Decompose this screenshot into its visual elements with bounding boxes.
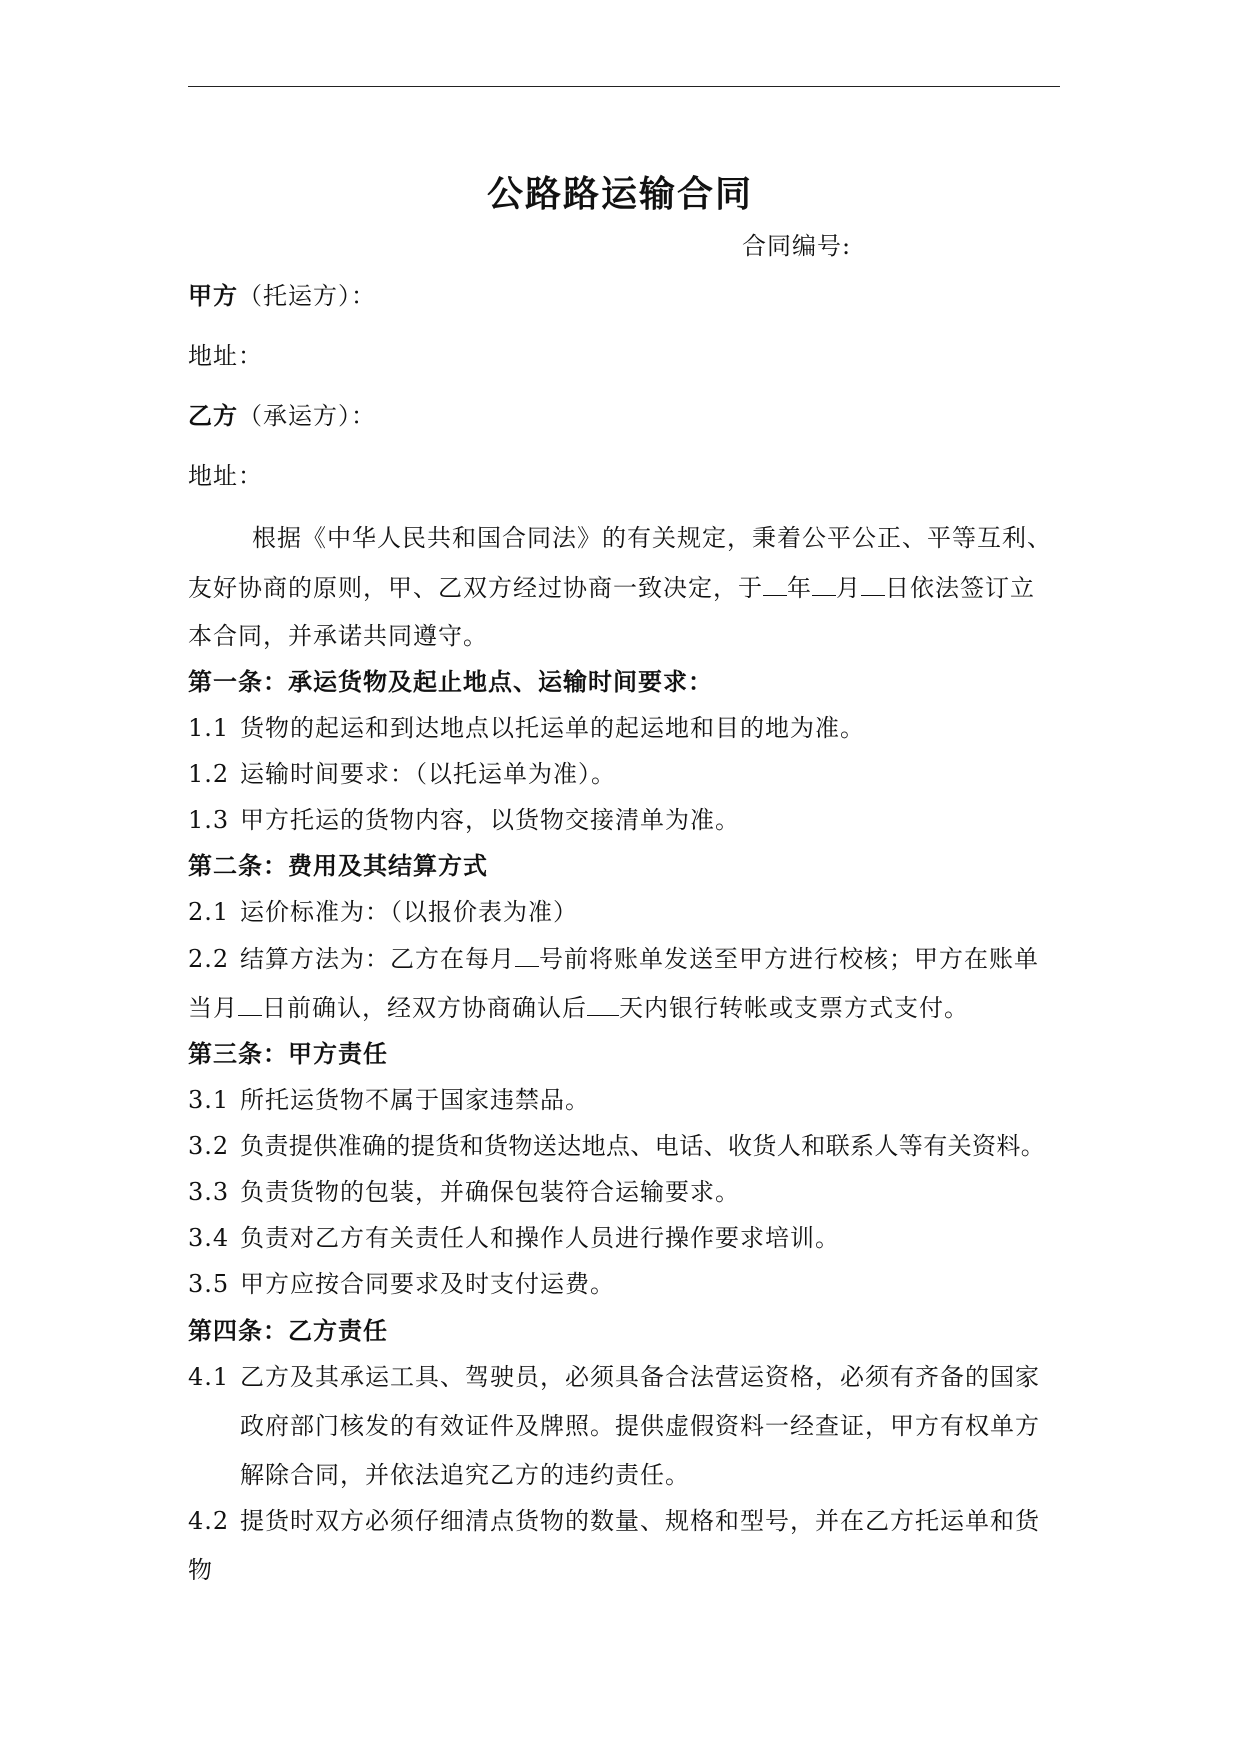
clause-text: 甲方托运的货物内容，以货物交接清单为准。 — [240, 806, 740, 834]
month-blank — [812, 571, 836, 596]
clause-text: 负责提供准确的提货和货物送达地点、电话、收货人和联系人等有关资料。 — [240, 1132, 1046, 1160]
billing-day-blank — [515, 942, 539, 967]
clause-number: 3.5 — [188, 1270, 230, 1298]
clause-number: 3.3 — [188, 1178, 230, 1206]
clause-text: 货物的起运和到达地点以托运单的起运地和目的地为准。 — [240, 714, 865, 742]
intro-line-1: 根据《中华人民共和国合同法》的有关规定，秉着公平公正、平等互利、 — [252, 524, 1052, 552]
clause-3-4 — [188, 1222, 840, 1254]
clause-number: 4.2 — [188, 1507, 230, 1535]
party-b-address-label: 地址： — [188, 462, 263, 490]
clause-number: 3.4 — [188, 1224, 230, 1252]
clause-3-5 — [188, 1268, 615, 1300]
header-rule — [188, 86, 1060, 87]
contract-number-label: 合同编号: — [742, 232, 852, 260]
clause-3-1 — [188, 1084, 590, 1116]
year-blank — [763, 571, 787, 596]
clause-1-1 — [188, 712, 865, 744]
clause-4-2-line-2: 物 — [188, 1556, 213, 1584]
clause-text: 当月 — [188, 994, 238, 1022]
clause-text: 日前确认，经双方协商确认后 — [262, 994, 587, 1022]
article-3-heading: 第三条：甲方责任 — [188, 1040, 388, 1068]
clause-1-3 — [188, 804, 740, 836]
intro-line-3: 本合同，并承诺共同遵守。 — [188, 622, 488, 650]
party-a-address-label: 地址： — [188, 342, 263, 370]
article-4-heading: 第四条：乙方责任 — [188, 1317, 388, 1345]
day-label: 日依法签订立 — [885, 574, 1035, 602]
clause-text: 所托运货物不属于国家违禁品。 — [240, 1086, 590, 1114]
document-title: 公路路运输合同 — [486, 174, 753, 215]
clause-1-2 — [188, 758, 616, 790]
intro-line-2 — [188, 571, 1035, 604]
clause-text: 天内银行转帐或支票方式支付。 — [619, 994, 969, 1022]
party-b-label: 乙方 — [188, 402, 238, 430]
clause-4-1-line-2: 政府部门核发的有效证件及牌照。提供虚假资料一经查证，甲方有权单方 — [240, 1412, 1040, 1440]
intro-text: 友好协商的原则，甲、乙双方经过协商一致决定，于 — [188, 574, 763, 602]
clause-text: 号前将账单发送至甲方进行校核；甲方在账单 — [539, 945, 1039, 973]
article-1-heading: 第一条：承运货物及起止地点、运输时间要求： — [188, 668, 713, 696]
party-a-label: 甲方 — [188, 282, 238, 310]
clause-3-3 — [188, 1176, 740, 1208]
year-label: 年 — [787, 574, 812, 602]
clause-text: 甲方应按合同要求及时支付运费。 — [240, 1270, 615, 1298]
clause-2-1 — [188, 896, 578, 928]
clause-text: 负责货物的包装，并确保包装符合运输要求。 — [240, 1178, 740, 1206]
party-b-line — [188, 400, 376, 432]
clause-number: 2.2 — [188, 945, 230, 973]
clause-number: 1.1 — [188, 714, 230, 742]
clause-4-1-line-1 — [188, 1361, 1040, 1393]
clause-2-2-line-2 — [188, 991, 969, 1024]
clause-number: 4.1 — [188, 1363, 230, 1391]
article-2-heading: 第二条：费用及其结算方式 — [188, 852, 488, 880]
clause-text: 结算方法为：乙方在每月 — [240, 945, 515, 973]
day-blank — [861, 571, 885, 596]
clause-3-2 — [188, 1130, 1045, 1162]
clause-text: 运价标准为：（以报价表为准） — [240, 898, 578, 926]
clause-number: 1.3 — [188, 806, 230, 834]
clause-number: 2.1 — [188, 898, 230, 926]
clause-4-1-line-3: 解除合同，并依法追究乙方的违约责任。 — [240, 1461, 690, 1489]
clause-number: 1.2 — [188, 760, 230, 788]
clause-text: 提货时双方必须仔细清点货物的数量、规格和型号，并在乙方托运单和货 — [240, 1507, 1040, 1535]
payment-days-blank — [587, 991, 619, 1016]
confirm-day-blank — [238, 991, 262, 1016]
clause-text: 乙方及其承运工具、驾驶员，必须具备合法营运资格，必须有齐备的国家 — [240, 1363, 1040, 1391]
party-a-line — [188, 280, 376, 312]
clause-number: 3.2 — [188, 1132, 230, 1160]
month-label: 月 — [836, 574, 861, 602]
clause-text: 运输时间要求：（以托运单为准）。 — [240, 760, 616, 788]
clause-number: 3.1 — [188, 1086, 230, 1114]
clause-2-2-line-1 — [188, 942, 1039, 975]
party-b-role: （承运方）： — [238, 402, 376, 430]
party-a-role: （托运方）： — [238, 282, 376, 310]
clause-text: 负责对乙方有关责任人和操作人员进行操作要求培训。 — [240, 1224, 840, 1252]
clause-4-2-line-1 — [188, 1505, 1040, 1537]
